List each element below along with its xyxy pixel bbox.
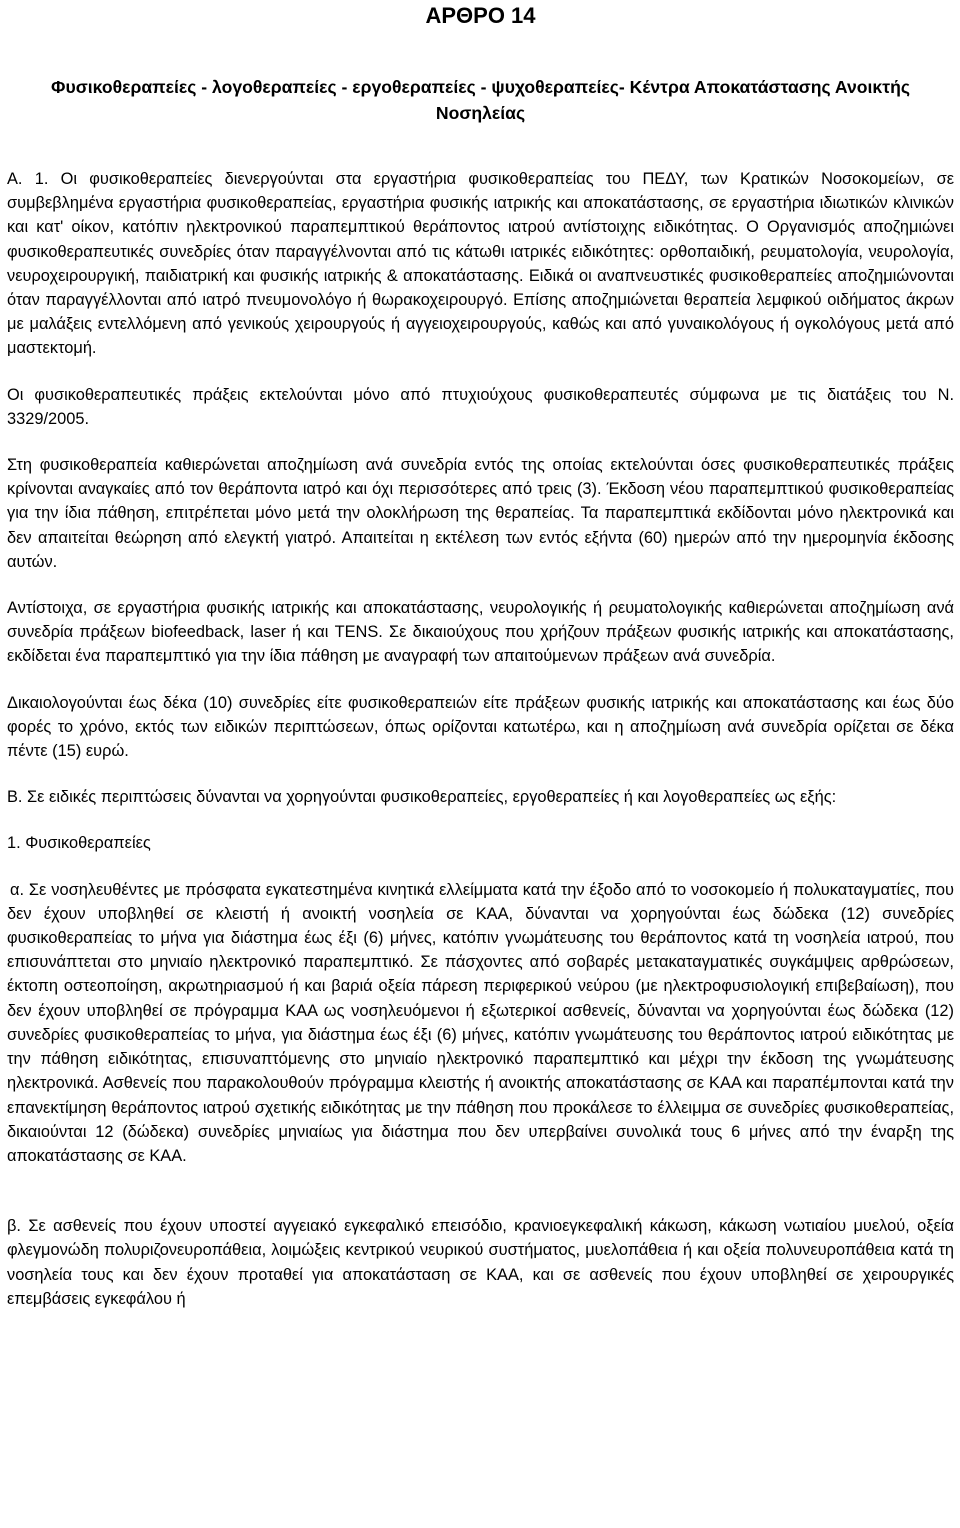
paragraph-session-limits: Δικαιολογούνται έως δέκα (10) συνεδρίες είτε φυσικοθεραπειών είτε πράξεων φυσικής ιατρικής και αποκατάστασης και έως δύο φορές το χρόνο, εκτός των ειδικών περιπτώσεων, όπως ορίζονται κατωτέρω, και η αποζημίωση ανά συνεδρία ορίζεται σε δέκα πέντε (15) ευρώ. bbox=[7, 693, 954, 761]
paragraph-a1: Α. 1. Οι φυσικοθεραπείες διενεργούνται στα εργαστήρια φυσικοθεραπείας του ΠΕΔΥ, των Κρατικών Νοσοκομείων, σε συμβεβλημένα εργαστήρια φυσικοθεραπείας, εργαστήρια φυσικής ιατρικής και αποκατάστασης, σε εργαστήρια ιδιωτικών κλινικών και κατ' οίκον, κατόπιν ηλεκτρονικού παραπεμπτικού θεράποντος ιατρού αντίστοιχης ειδικότητας. Ο Οργανισμός αποζημιώνει φυσικοθεραπευτικές συνεδρίες όταν παραγγέλνονται από τις κάτωθι ιατρικές ειδικότητες: ορθοπαιδική, ρευματολογία, νευρολογία, νευροχειρουργική, παιδιατρική και φυσικής ιατρικής & αποκατάστασης. Ειδικά οι αναπνευστικές φυσικοθεραπείες αποζημιώνονται όταν παραγγέλλονται από ιατρό πνευμονολόγο ή θωρακοχειρουργό. Επίσης αποζημιώνεται θεραπεία λεμφικού οιδήματος άκρων με μαλάξεις εντελλόμενη από γενικούς χειρουργούς ή αγγειοχειρουργούς, καθώς και από γυναικολόγους ή ογκολόγους μετά από μαστεκτομή. bbox=[7, 170, 954, 358]
paragraph-b-special-cases: Β. Σε ειδικές περιπτώσεις δύνανται να χορηγούνται φυσικοθεραπείες, εργοθεραπείες ή και λογοθεραπείες ως εξής: bbox=[7, 788, 837, 807]
paragraph-beta: β. Σε ασθενείς που έχουν υποστεί αγγειακό εγκεφαλικό επεισόδιο, κρανιοεγκεφαλική κάκωση, κάκωση νωτιαίου μυελού, οξεία φλεγμονώδη πολυριζονευροπάθεια, λοιμώξεις κεντρικού νευρικού συστήματος, μυελοπάθεια ή και οξεία πολυνευροπάθεια κατά τη νοσηλεία τους και δεν έχουν προταθεί για αποκατάσταση σε ΚΑΑ, και σε ασθενείς που έχουν υποβληθεί σε χειρουργικές επεμβάσεις εγκεφάλου ή bbox=[7, 1217, 954, 1308]
paragraph-session-compensation: Στη φυσικοθεραπεία καθιερώνεται αποζημίωση ανά συνεδρία εντός της οποίας εκτελούνται όσες φυσικοθεραπευτικές πράξεις κρίνονται αναγκαίες από τον θεράποντα ιατρό και όχι περισσότερες από τρεις (3). Έκδοση νέου παραπεμπτικού φυσικοθεραπείας για την ίδια πάθηση, επιτρέπεται μόνο μετά την ολοκλήρωση της θεραπείας. Τα παραπεμπτικά εκδίδονται μόνο ηλεκτρονικά και δεν απαιτείται θεώρηση από ελεγκτή γιατρό. Απαιτείται η εκτέλεση των εντός εξήντα (60) ημερών από την ημερομηνία έκδοσης αυτών. bbox=[7, 456, 954, 571]
article-subtitle: Φυσικοθεραπείες - λογοθεραπείες - εργοθεραπείες - ψυχοθεραπείες- Κέντρα Αποκατάστασης Ανοικτής Νοσηλείας bbox=[51, 77, 910, 123]
paragraph-physical-medicine: Αντίστοιχα, σε εργαστήρια φυσικής ιατρικής και αποκατάστασης, νευρολογικής ή ρευματολογικής καθιερώνεται αποζημίωση ανά συνεδρία πράξεων biofeedback, laser ή και TENS. Σε δικαιούχους που χρήζουν πράξεων φυσικής ιατρικής και αποκατάστασης, εκδίδεται ένα παραπεμπτικό για την ίδια πάθηση με αναγραφή των απαιτούμενων πράξεων ανά συνεδρία. bbox=[7, 599, 954, 666]
paragraph-practitioners: Οι φυσικοθεραπευτικές πράξεις εκτελούνται μόνο από πτυχιούχους φυσικοθεραπευτές σύμφωνα με τις διατάξεις του Ν. 3329/2005. bbox=[7, 385, 954, 428]
section-heading-physiotherapies: 1. Φυσικοθεραπείες bbox=[7, 834, 151, 853]
paragraph-alpha: α. Σε νοσηλευθέντες με πρόσφατα εγκατεστημένα κινητικά ελλείμματα κατά την έξοδο από το νοσοκομείο ή πολυκαταγματίες, που δεν έχουν υποβληθεί σε κλειστή ή ανοικτή νοσηλεία σε ΚΑΑ, δύνανται να χορηγούνται έως δώδεκα (12) συνεδρίες φυσικοθεραπείας το μήνα για διάστημα έως έξι (6) μήνες, κατόπιν γνωμάτευσης του θεράποντος κατά τη νοσηλεία ιατρού, που επισυνάπτεται στο μηνιαίο ηλεκτρονικό παραπεμπτικό. Σε πάσχοντες από σοβαρές μετακαταγματικές συγκάμψεις αρθρώσεων, έκτοπη οστεοποίηση, ακρωτηριασμού ή και βαριά οξεία πάρεση περιφερικού νεύρου (με ηλεκτροφυσιολογική επιβεβαίωση), που δεν έχουν υποβληθεί σε πρόγραμμα ΚΑΑ ως νοσηλευόμενοι ή εξωτερικοί ασθενείς, δύνανται να χορηγούνται έως δώδεκα (12) συνεδρίες φυσικοθεραπείας το μήνα, για διάστημα έως έξι (6) μήνες, κατόπιν γνωμάτευσης του θεράποντος ιατρού ειδικότητας με την πάθηση ειδικότητας, επισυναπτόμενης στο μηνιαίο ηλεκτρονικό παραπεμπτικό και μέχρι την έκδοση της γνωμάτευσης ηλεκτρονικά. Ασθενείς που παρακολουθούν πρόγραμμα κλειστής ή ανοικτής αποκατάστασης σε ΚΑΑ και παραπέμπονται κατά την επανεκτίμηση θεράποντος ιατρού σχετικής ειδικότητας με την πάθηση που προκάλεσε το έλλειμμα σε συνεδρίες φυσικοθεραπείας, δικαιούνται 12 (δώδεκα) συνεδρίες μηνιαίως για διάστημα που δεν υπερβαίνει συνολικά τους 6 μήνες από την έναρξη της αποκατάστασης σε ΚΑΑ. bbox=[7, 880, 954, 1165]
article-title: ΑΡΘΡΟ 14 bbox=[425, 3, 536, 28]
